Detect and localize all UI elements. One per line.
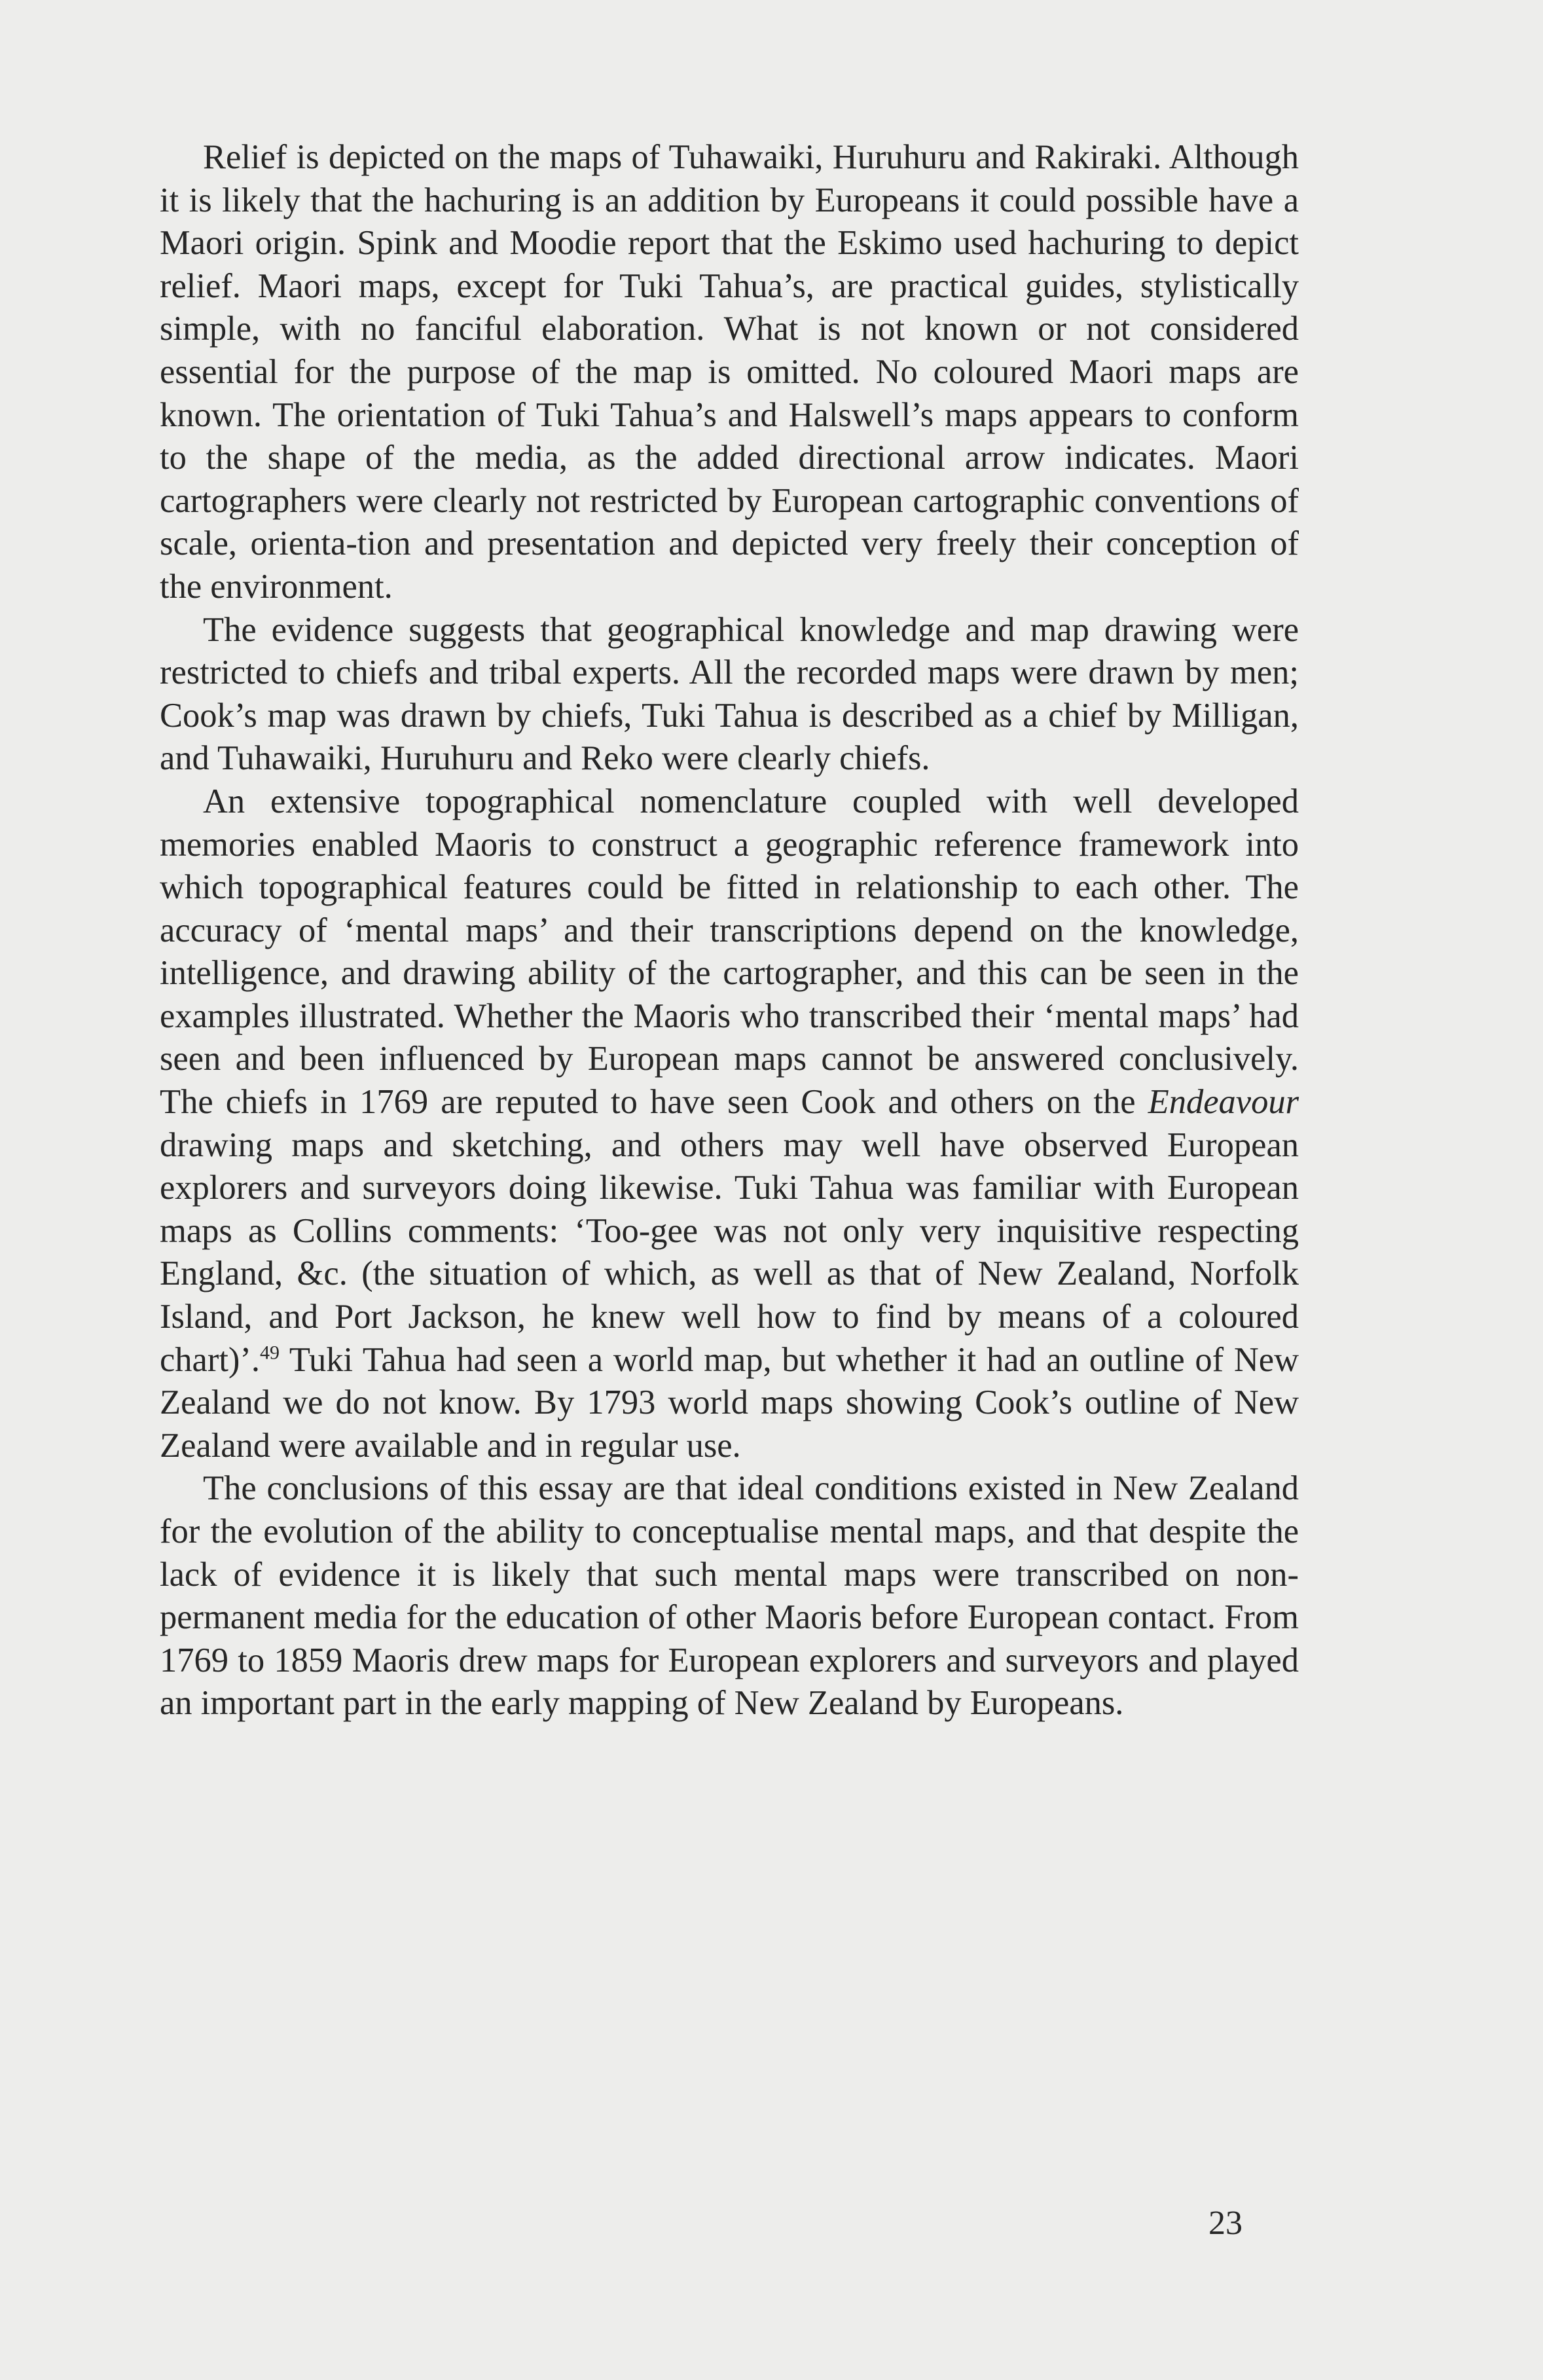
paragraph-nomenclature-part2: drawing maps and sketching, and others may well have observed European explorers and surveyors doing likewise. Tuki Tahua was familiar with European maps as Collins comments: ‘Too-gee was not only very inquisitive respecting England, &c. (the situation of which, as well as that of New Zealand, Norfolk Island, and Port Jackson, he knew well how to find by means of a coloured chart)’. xyxy=(160,1126,1299,1379)
paragraph-evidence: The evidence suggests that geographical knowledge and map drawing were restricted to chiefs and tribal experts. All the recorded maps were drawn by men; Cook’s map was drawn by chiefs, Tuki Tahua is described as a chief by Milligan, and Tuhawaiki, Huruhuru and Reko were clearly chiefs. xyxy=(160,610,1299,778)
paragraph-relief: Relief is depicted on the maps of Tuhawaiki, Huruhuru and Rakiraki. Although it is likely that the hachuring is an addition by Europeans it could possible have a Maori origin. Spink and Moodie report that the Eskimo used hachuring to depict relief. Maori maps, except for Tuki Tahua’s, are practical guides, stylistically simple, with no fanciful elaboration. What is not known or not considered essential for the purpose of the map is omitted. No coloured Maori maps are known. The orientation of Tuki Tahua’s and Halswell’s maps appears to conform to the shape of the media, as the added directional arrow indicates. Maori cartographers were clearly not restricted by European cartographic conventions of scale, orienta-tion and presentation and depicted very freely their conception of the environment. xyxy=(160,138,1299,606)
footnote-reference: 49 xyxy=(260,1342,280,1364)
paragraph-conclusions: The conclusions of this essay are that ideal conditions existed in New Zealand for the evolution of the ability to conceptualise mental maps, and that despite the lack of evidence it is likely that such mental maps were transcribed on non-permanent media for the education of other Maoris before European contact. From 1769 to 1859 Maoris drew maps for European explorers and surveyors and played an important part in the early mapping of New Zealand by Europeans. xyxy=(160,1469,1299,1723)
paragraph-nomenclature-part3: Tuki Tahua had seen a world map, but whether it had an outline of New Zealand we do not know. By 1793 world maps showing Cook’s outline of New Zealand were available and in regular use. xyxy=(160,1340,1299,1465)
body-text xyxy=(160,136,1299,1725)
paragraph-nomenclature-part1: An extensive topographical nomenclature coupled with well developed memories enabled Maoris to construct a geographic reference framework into which topographical features could be fitted in relationship to each other. The accuracy of ‘mental maps’ and their transcriptions depend on the knowledge, intelligence, and drawing ability of the cartographer, and this can be seen in the examples illustrated. Whether the Maoris who transcribed their ‘mental maps’ had seen and been influenced by European maps cannot be answered conclusively. The chiefs in 1769 are reputed to have seen Cook and others on the xyxy=(160,782,1299,1122)
page-number: 23 xyxy=(1208,2205,1243,2242)
ship-name: Endeavour xyxy=(1148,1083,1299,1122)
paragraph-nomenclature xyxy=(160,780,1299,1468)
